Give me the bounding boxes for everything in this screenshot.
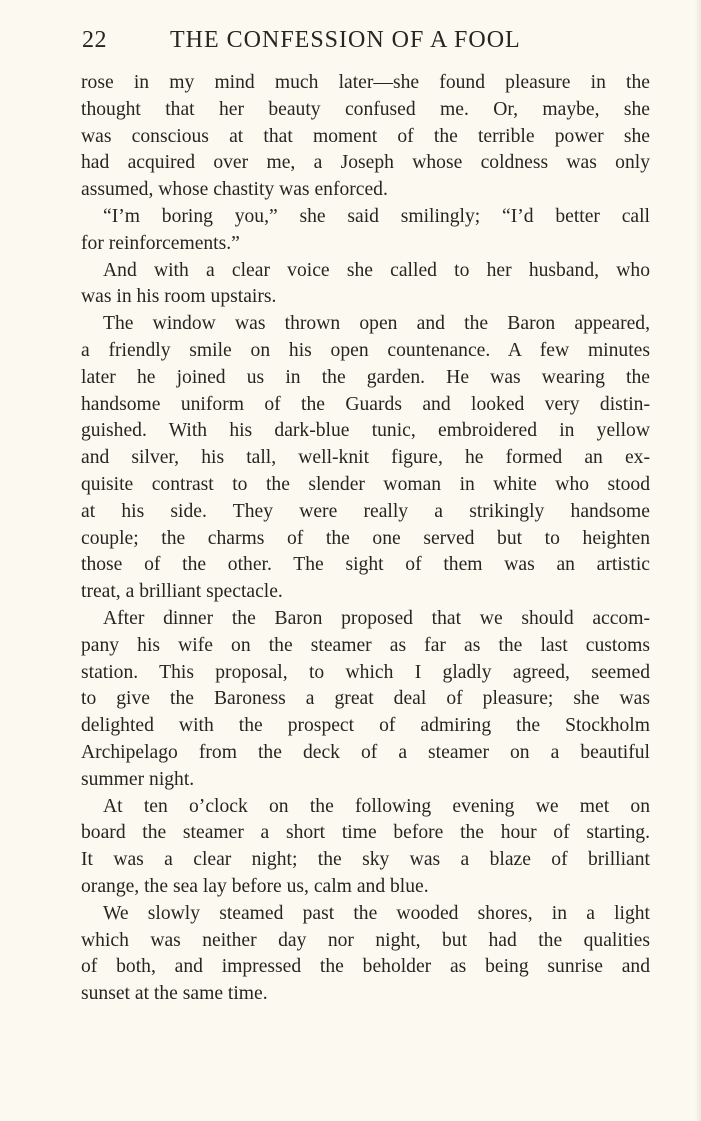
text-line: later he joined us in the garden. He was wearing the	[81, 366, 650, 388]
text-line: station. This proposal, to which I gladly agreed, seemed	[81, 661, 650, 683]
text-line: guished. With his dark-blue tunic, embroidered in yellow	[81, 420, 650, 442]
text-line: had acquired over me, a Joseph whose coldness was only	[81, 152, 650, 174]
text-line: delighted with the prospect of admiring the Stockholm	[81, 715, 650, 737]
text-line: those of the other. The sight of them was an artistic	[81, 554, 650, 576]
text-line: to give the Baroness a great deal of pleasure; she was	[81, 688, 650, 710]
text-line: which was neither day nor night, but had the qualities	[81, 929, 650, 951]
text-line: thought that her beauty confused me. Or, maybe, she	[81, 98, 650, 120]
text-line: orange, the sea lay before us, calm and blue.	[81, 875, 429, 897]
text-line: a friendly smile on his open countenance. A few minutes	[81, 339, 650, 361]
page-edge-shadow	[695, 0, 701, 1121]
book-title: THE CONFESSION OF A FOOL	[170, 27, 521, 53]
body-text	[81, 70, 650, 1008]
text-line: At ten o’clock on the following evening we met on	[103, 795, 650, 817]
text-line: board the steamer a short time before the hour of starting.	[81, 822, 650, 844]
text-line: for reinforcements.”	[81, 232, 240, 254]
text-line: After dinner the Baron proposed that we should accom-	[103, 607, 650, 629]
text-line: pany his wife on the steamer as far as the last customs	[81, 634, 650, 656]
text-line: assumed, whose chastity was enforced.	[81, 179, 388, 201]
text-line: sunset at the same time.	[81, 983, 268, 1005]
text-line: handsome uniform of the Guards and looked very distin-	[81, 393, 650, 415]
text-line: summer night.	[81, 768, 195, 790]
text-line: of both, and impressed the beholder as being sunrise and	[81, 956, 650, 978]
text-line: was in his room upstairs.	[81, 286, 277, 308]
text-line: We slowly steamed past the wooded shores, in a light	[103, 902, 650, 924]
text-line: quisite contrast to the slender woman in white who stood	[81, 473, 650, 495]
text-line: “I’m boring you,” she said smilingly; “I’d better call	[103, 205, 650, 227]
text-line: rose in my mind much later—she found pleasure in the	[81, 72, 650, 93]
text-line: treat, a brilliant spectacle.	[81, 581, 283, 603]
running-head	[82, 24, 650, 56]
text-line: and silver, his tall, well-knit figure, he formed an ex-	[81, 447, 650, 469]
text-line: Archipelago from the deck of a steamer on a beautiful	[81, 741, 650, 763]
text-line: And with a clear voice she called to her husband, who	[103, 259, 650, 281]
text-line: at his side. They were really a strikingly handsome	[81, 500, 650, 522]
text-line: The window was thrown open and the Baron appeared,	[103, 313, 650, 335]
text-line: was conscious at that moment of the terrible power she	[81, 125, 650, 147]
text-line: couple; the charms of the one served but to heighten	[81, 527, 650, 549]
text-line: It was a clear night; the sky was a blaze of brilliant	[81, 849, 650, 871]
page-number: 22	[82, 27, 107, 53]
